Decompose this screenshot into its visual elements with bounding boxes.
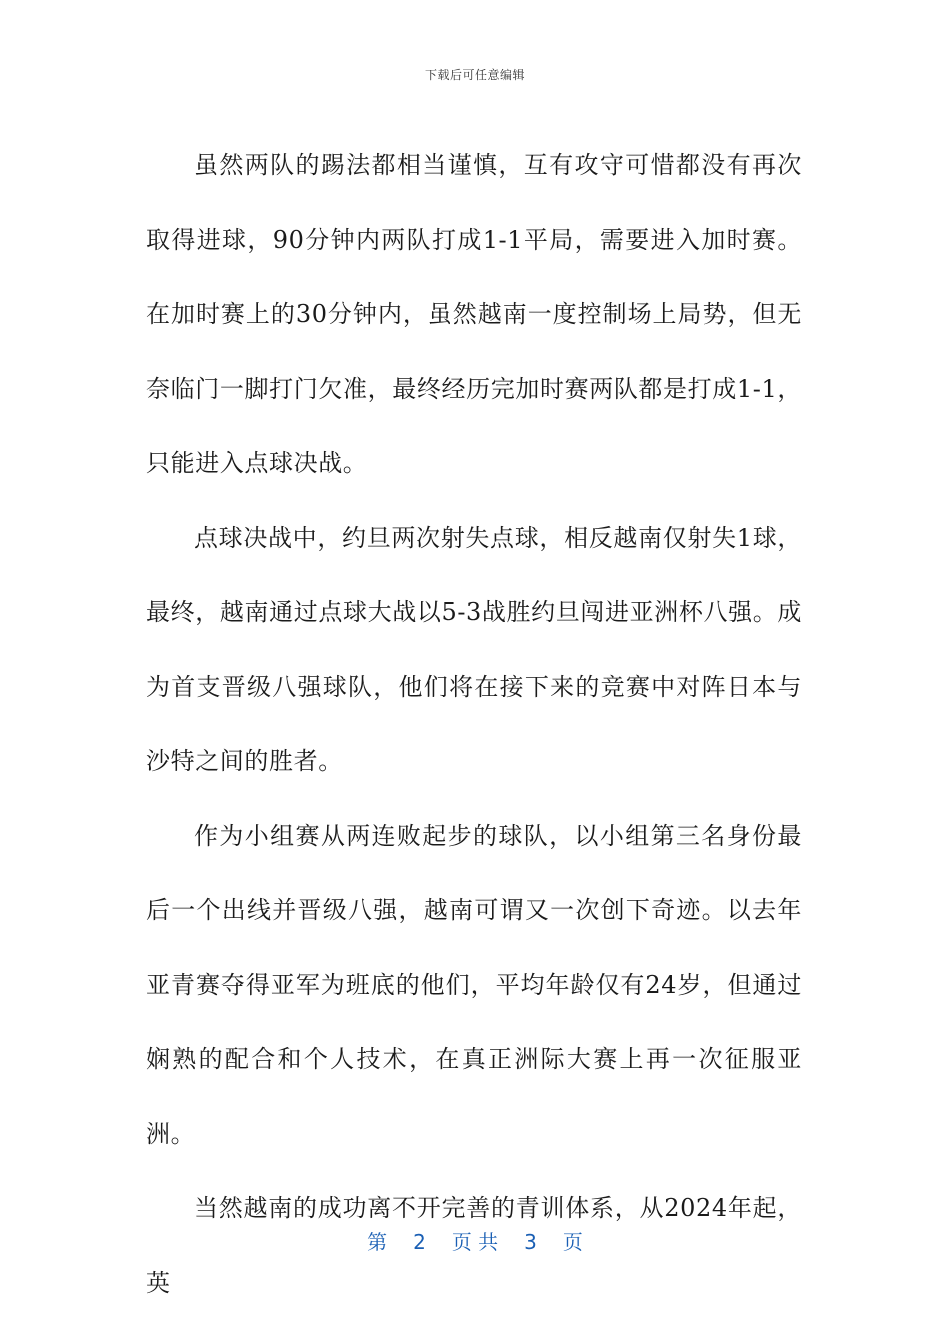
document-body — [146, 128, 802, 1320]
paragraph-4: 当然越南的成功离不开完善的青训体系，从2024年起，英 — [146, 1194, 802, 1297]
footer-middle: 页 共 — [451, 1230, 499, 1254]
paragraph-1: 虽然两队的踢法都相当谨慎，互有攻守可惜都没有再次取得进球，90分钟内两队打成1-1平局，需要进入加时赛。在加时赛上的30分钟内，虽然越南一度控制场上局势，但无奈临门一脚打门欠准，最终经历完加时赛两队都是打成1-1，只能进入点球决战。 — [146, 151, 802, 477]
page-footer — [0, 1226, 950, 1255]
footer-total-pages: 3 — [524, 1230, 537, 1254]
footer-current-page: 2 — [413, 1230, 426, 1254]
paragraph-3: 作为小组赛从两连败起步的球队，以小组第三名身份最后一个出线并晋级八强，越南可谓又一次创下奇迹。以去年亚青赛夺得亚军为班底的他们，平均年龄仅有24岁，但通过娴熟的配合和个人技术，在真正洲际大赛上再一次征服亚洲。 — [146, 821, 802, 1148]
footer-suffix: 页 — [562, 1230, 583, 1254]
page-header: 下载后可任意编辑 — [424, 68, 525, 82]
paragraph-2: 点球决战中，约旦两次射失点球，相反越南仅射失1球，最终，越南通过点球大战以5-3战胜约旦闯进亚洲杯八强。成为首支晋级八强球队，他们将在接下来的竞赛中对阵日本与沙特之间的胜者。 — [146, 523, 802, 775]
footer-prefix: 第 — [367, 1230, 388, 1254]
